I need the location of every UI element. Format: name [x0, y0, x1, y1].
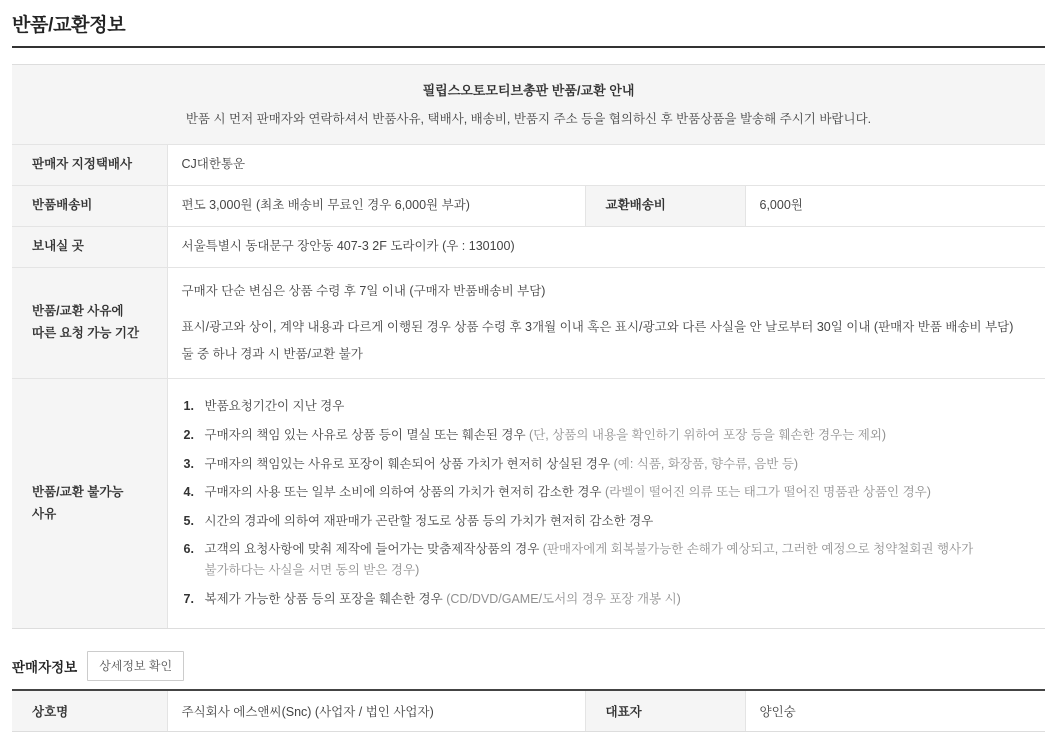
list-item — [184, 450, 1032, 479]
table-row-deny-reasons — [12, 379, 1045, 629]
table-row-period — [12, 267, 1045, 379]
row-label-seller-name: 상호명 — [12, 691, 167, 731]
list-item — [184, 585, 1032, 614]
row-label-return-fee: 반품배송비 — [12, 185, 167, 226]
table-row-seller-name — [12, 691, 1045, 731]
row-label-deny — [12, 379, 167, 629]
row-label-deny-line1: 반품/교환 불가능 — [32, 484, 124, 499]
period-line-3: 둘 중 하나 경과 시 반품/교환 불가 — [181, 347, 363, 362]
reason-main: 구매자의 책임 있는 사유로 상품 등이 멸실 또는 훼손된 경우 — [204, 427, 526, 442]
seller-section-title: 판매자정보 — [12, 660, 78, 676]
reason-main: 구매자의 사용 또는 일부 소비에 의하여 상품의 가치가 현저히 감소한 경우 — [204, 485, 602, 500]
fee-split-table — [168, 186, 1046, 226]
deny-reason-list — [182, 392, 1032, 613]
reason-note: (예: 식품, 화장품, 향수류, 음반 등) — [613, 456, 799, 471]
seller-info-header — [12, 651, 1045, 689]
reason-note: (판매자에게 회복불가능한 손해가 예상되고, 그러한 예정으로 청약철회권 행사가 — [542, 542, 974, 557]
row-value-address: 서울특별시 동대문구 장안동 407-3 2F 도라이카 (우 : 130100) — [167, 226, 1045, 267]
notice-heading: 필립스오토모티브총판 반품/교환 안내 — [422, 83, 635, 98]
row-label-period-line2: 따른 요청 가능 기간 — [32, 325, 140, 340]
row-value-fee-group — [167, 185, 1045, 226]
return-fee-value: 편도 3,000원 (최초 배송비 무료인 경우 6,000원 부과) — [181, 197, 470, 212]
reason-note: (라벨이 떨어진 의류 또는 태그가 떨어진 명품관 상품인 경우) — [604, 485, 931, 500]
list-item — [184, 507, 1032, 536]
row-label-period — [12, 267, 167, 379]
policy-rows — [12, 145, 1045, 628]
row-value-ceo: 양인숭 — [759, 705, 796, 720]
row-value-courier: CJ대한통운 — [167, 145, 1045, 185]
seller-detail-button[interactable]: 상세정보 확인 — [87, 651, 184, 681]
title-divider — [12, 46, 1045, 48]
row-label-ceo: 대표자 — [585, 691, 745, 731]
reason-note-continued: 불가하다는 사실을 서면 동의 받은 경우) — [204, 563, 420, 577]
reason-note: (단, 상품의 내용을 확인하기 위하여 포장 등을 훼손한 경우는 제외) — [529, 427, 887, 442]
row-value-seller-name: 주식회사 에스앤씨(Snc) (사업자 / 법인 사업자) — [181, 705, 434, 720]
reason-main: 시간의 경과에 의하여 재판매가 곤란할 정도로 상품 등의 가치가 현저히 감소한 경우 — [204, 513, 654, 528]
list-item — [184, 535, 1032, 584]
row-value-period — [167, 267, 1045, 379]
reason-note: (CD/DVD/GAME/도서의 경우 포장 개봉 시) — [446, 591, 681, 606]
row-label-courier: 판매자 지정택배사 — [12, 145, 167, 185]
reason-main: 고객의 요청사항에 맞춰 제작에 들어가는 맞춤제작상품의 경우 — [204, 542, 540, 557]
row-label-address: 보내실 곳 — [12, 226, 167, 267]
notice-band — [12, 65, 1045, 145]
row-label-exchange-fee: 교환배송비 — [585, 186, 745, 226]
period-line-1: 구매자 단순 변심은 상품 수령 후 7일 이내 (구매자 반품배송비 부담) — [181, 283, 546, 298]
table-row-return-fee — [12, 185, 1045, 226]
list-item — [184, 392, 1032, 421]
exchange-fee-value: 6,000원 — [759, 197, 803, 212]
table-row-address — [12, 226, 1045, 267]
row-value-deny — [167, 379, 1045, 629]
table-row-courier — [12, 145, 1045, 185]
reason-main: 구매자의 책임있는 사유로 포장이 훼손되어 상품 가치가 현저히 상실된 경우 — [204, 456, 611, 471]
reason-main: 복제가 가능한 상품 등의 포장을 훼손한 경우 — [204, 591, 443, 606]
list-item — [184, 478, 1032, 507]
fee-split-row — [168, 186, 1046, 226]
row-label-period-line1: 반품/교환 사유에 — [32, 304, 124, 319]
reason-main: 반품요청기간이 지난 경우 — [204, 399, 345, 414]
seller-rows — [12, 691, 1045, 731]
notice-description: 반품 시 먼저 판매자와 연락하셔서 반품사유, 택배사, 배송비, 반품지 주소 등을 협의하신 후 반품상품을 발송해 주시기 바랍니다. — [185, 112, 872, 126]
period-lines — [182, 277, 1032, 370]
return-policy-table — [12, 64, 1045, 629]
page-title: 반품/교환정보 — [12, 15, 126, 36]
list-item — [184, 421, 1032, 450]
period-line-2: 표시/광고와 상이, 계약 내용과 다르게 이행된 경우 상품 수령 후 3개월 이내 혹은 표시/광고와 다른 사실을 안 날로부터 30일 이내 (판매자 반품 배송비 부담) — [181, 319, 1014, 334]
row-label-deny-line2: 사유 — [32, 506, 57, 521]
